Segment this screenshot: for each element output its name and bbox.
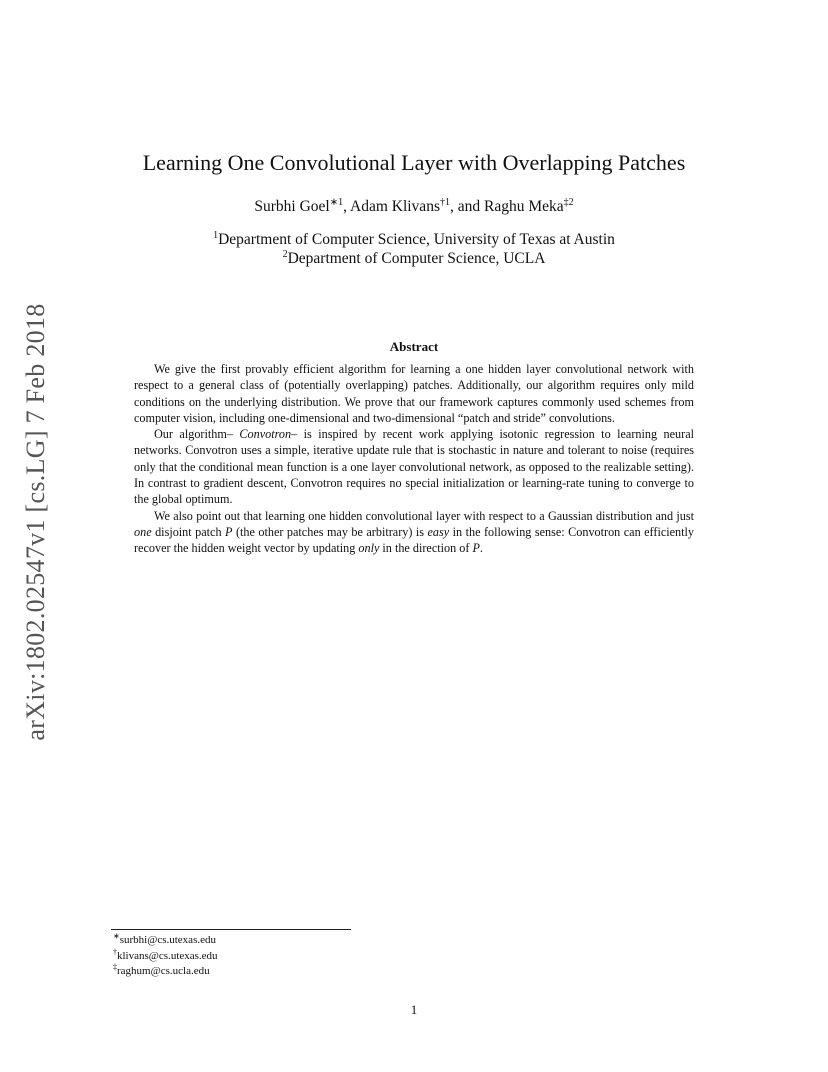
abstract-paragraph-2 [134, 426, 694, 507]
math-symbol: P [472, 541, 480, 556]
affiliation-mark: 1 [213, 229, 219, 241]
page-number: 1 [410, 1002, 418, 1017]
author-separator: , and [449, 198, 484, 215]
affiliation-text: Department of Computer Science, University of Texas at Austin [218, 231, 615, 248]
abstract-heading: Abstract [389, 339, 439, 354]
author-name: Raghu Meka [484, 198, 564, 215]
affiliation-text: Department of Computer Science, UCLA [287, 250, 546, 267]
author-mark: †1 [439, 196, 450, 208]
text-run: in the direction of [379, 541, 473, 556]
footnotes [113, 933, 218, 980]
emphasis: easy [427, 524, 450, 539]
emphasis: only [358, 541, 380, 556]
footnote-text: klivans@cs.utexas.edu [117, 949, 218, 962]
emphasis: one [134, 524, 152, 539]
affiliation-1 [0, 231, 828, 249]
text-run: disjoint patch [151, 524, 226, 539]
abstract-paragraph-3 [134, 508, 694, 557]
text-run: Our algorithm– [154, 427, 240, 442]
footnote-email [113, 933, 218, 949]
affiliation-2 [0, 250, 828, 268]
footnote-text: surbhi@cs.utexas.edu [119, 934, 216, 946]
math-symbol: P [225, 524, 233, 539]
footnote-email [113, 946, 218, 965]
footnote-mark: ‡ [113, 962, 117, 972]
text-run: – is inspired by recent work applying isotonic regression to learning neural networks. Convotron uses a simple, iterative update rule that is stochastic in nature and tolerant to noise (requires only that the conditional mean function is a one layer convolutional network, as opposed to the realizable setting). In contrast to gradient descent, Convotron requires no special initialization or learning-rate tuning to converge to the global optimum. [134, 427, 694, 507]
text-run: (the other patches may be arbitrary) is [232, 524, 428, 539]
author-separator: , [343, 198, 350, 215]
abstract-paragraph-1: We give the first provably efficient algorithm for learning a one hidden layer convolutional network with respect to a general class of (potentially overlapping) patches. Additionally, our algorithm requires only mild conditions on the underlying distribution. We prove that our framework captures commonly used schemes from computer vision, including one-dimensional and two-dimensional “patch and stride” convolutions. [134, 362, 694, 425]
paper-title: Learning One Convolutional Layer with Overlapping Patches [142, 150, 686, 175]
algorithm-name: Convotron [239, 427, 292, 442]
author-mark: ∗1 [329, 196, 344, 208]
footnote-mark: ∗ [113, 931, 120, 941]
footnote-mark: † [113, 946, 117, 956]
arxiv-identifier-stamp: arXiv:1802.02547v1 [cs.LG] 7 Feb 2018 [21, 303, 50, 741]
text-run: We also point out that learning one hidden convolutional layer with respect to a Gaussian distribution and just [154, 508, 694, 523]
author-name: Adam Klivans [350, 198, 440, 215]
author-mark: ‡2 [563, 196, 574, 208]
footnote-divider [111, 929, 351, 930]
footnote-text: raghum@cs.ucla.edu [117, 965, 210, 977]
text-run: in the following sense: Convotron can efficiently recover the hidden weight vector by updating [134, 524, 695, 556]
footnote-email [113, 964, 218, 980]
text-run: . [479, 541, 483, 556]
author-name: Surbhi Goel [254, 198, 330, 215]
affiliation-mark: 2 [282, 248, 288, 260]
abstract-body [134, 361, 694, 557]
author-list [0, 198, 828, 216]
